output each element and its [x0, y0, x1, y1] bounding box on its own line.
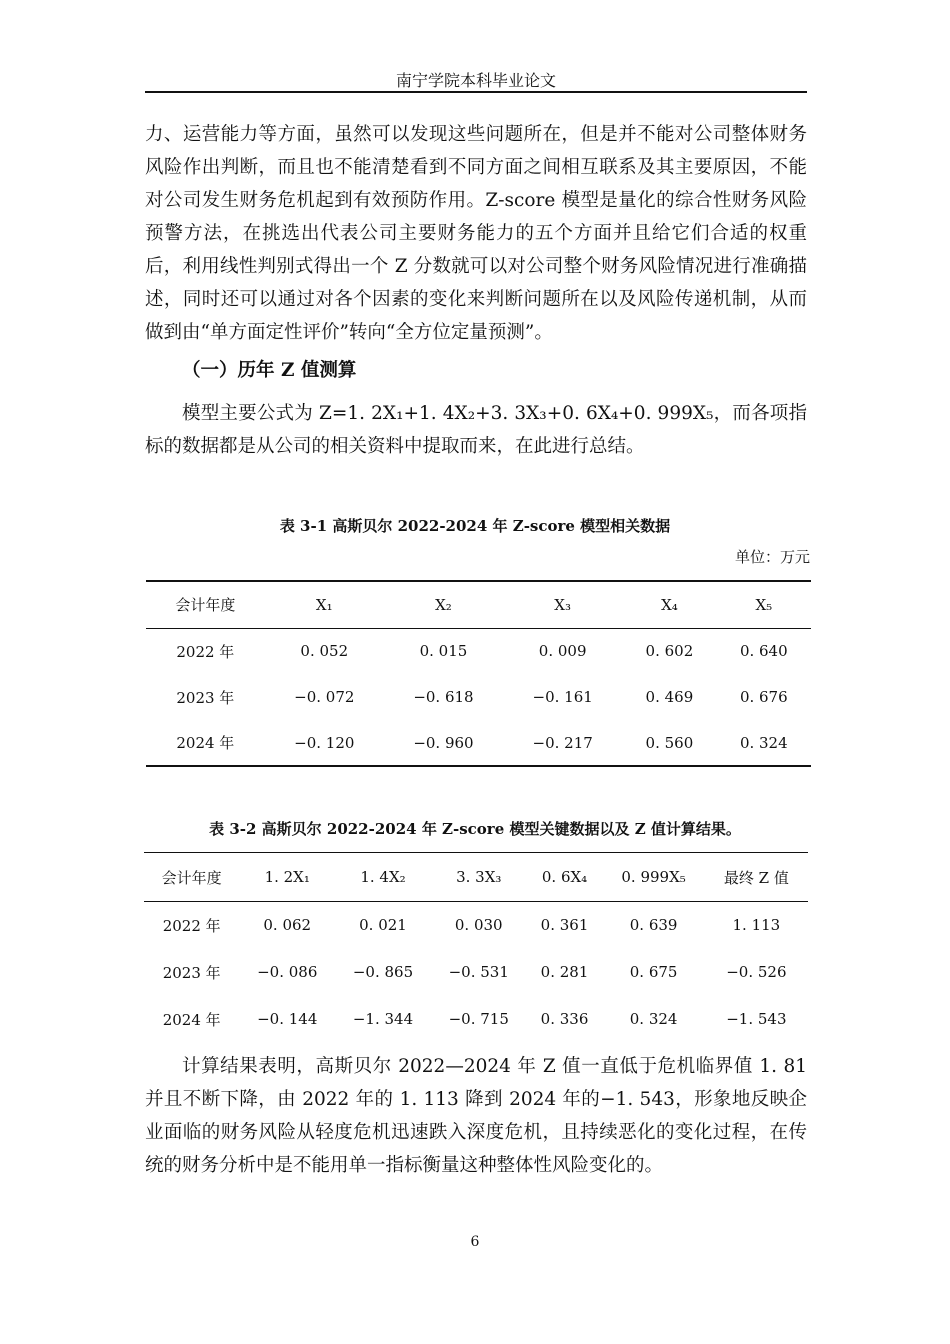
col-header-3-3x3: 3. 3X₃ — [431, 853, 527, 902]
table-cell: −0. 618 — [413, 688, 474, 706]
table1-caption: 表 3-1 高斯贝尔 2022-2024 年 Z-score 模型相关数据 — [279, 517, 671, 535]
table-cell: −0. 531 — [448, 963, 509, 981]
table-cell: −0. 161 — [532, 688, 593, 706]
header-rule — [145, 91, 807, 93]
table-cell: 0. 640 — [739, 642, 788, 661]
table-cell: 0. 009 — [538, 642, 587, 661]
table-cell: −0. 072 — [294, 688, 355, 706]
table-cell: 0. 361 — [540, 916, 589, 935]
table-row — [146, 720, 811, 766]
table-cell: 2022 年 — [162, 916, 221, 935]
table-cell: −0. 715 — [448, 1010, 509, 1028]
table-cell: 0. 676 — [739, 688, 788, 706]
table-cell: 0. 062 — [263, 916, 312, 935]
col-header-0-6x4: 0. 6X₄ — [527, 853, 603, 902]
table-row — [144, 996, 808, 1043]
col-header-x5: X₅ — [717, 581, 811, 628]
table1-unit: 单位：万元 — [734, 548, 810, 566]
table-cell: 0. 281 — [540, 963, 589, 981]
table-cell: 0. 015 — [419, 642, 468, 661]
table-cell: 0. 602 — [645, 642, 694, 661]
page-number: 6 — [470, 1234, 480, 1250]
table-cell: 0. 324 — [739, 733, 788, 752]
table-cell: 0. 324 — [629, 1010, 678, 1028]
table-cell: 0. 336 — [540, 1010, 589, 1028]
table-header-row — [144, 853, 808, 902]
col-header-x4: X₄ — [622, 581, 716, 628]
z-value-calculation-table — [144, 852, 808, 1043]
table-row — [144, 902, 808, 949]
table-cell: 1. 113 — [732, 916, 781, 935]
table2-caption: 表 3-2 高斯贝尔 2022-2024 年 Z-score 模型关键数据以及 Z 值计算结果。 — [209, 820, 741, 838]
col-header-year: 会计年度 — [146, 581, 265, 628]
table-cell: −0. 144 — [257, 1010, 318, 1028]
col-header-1-2x1: 1. 2X₁ — [239, 853, 335, 902]
table-cell: 2024 年 — [162, 1010, 221, 1029]
table-cell: 2022 年 — [176, 642, 235, 661]
col-header-0-999x5: 0. 999X₅ — [602, 853, 704, 902]
table-cell: −0. 120 — [294, 733, 355, 752]
table-cell: 0. 560 — [645, 733, 694, 752]
table-cell: −0. 086 — [257, 963, 318, 981]
table-cell: 2023 年 — [162, 963, 221, 982]
table-cell: 0. 675 — [629, 963, 678, 981]
table-header-row — [146, 581, 811, 628]
body-paragraph-3: 计算结果表明，高斯贝尔 2022—2024 年 Z 值一直低于危机临界值 1. 81 并且不断下降，由 2022 年的 1. 113 降到 2024 年的−1. 543，形象地反映企业面临的财务风险从轻度危机迅速跌入深度危机，且持续恶化的变化过程，在传统的财务分析中是不能用单一指标衡量这种整体性风险变化的。 — [145, 1056, 807, 1176]
table-cell: −0. 526 — [726, 963, 787, 981]
table-row — [144, 949, 808, 996]
table-cell: 0. 052 — [300, 642, 349, 661]
col-header-x1: X₁ — [265, 581, 384, 628]
table-cell: −0. 217 — [532, 733, 593, 752]
body-paragraph-2: 模型主要公式为 Z=1. 2X₁+1. 4X₂+3. 3X₃+0. 6X₄+0. 999X₅，而各项指标的数据都是从公司的相关资料中提取而来，在此进行总结。 — [145, 403, 807, 457]
table-cell: 0. 639 — [629, 916, 678, 935]
table-cell: 0. 021 — [359, 916, 407, 935]
table-row — [146, 628, 811, 674]
table-cell: 0. 469 — [645, 688, 694, 706]
table-cell: 2023 年 — [176, 688, 235, 707]
table-cell: −0. 865 — [352, 963, 414, 981]
col-header-year: 会计年度 — [144, 853, 239, 902]
table-cell: −1. 344 — [352, 1010, 414, 1028]
table-cell: −0. 960 — [413, 733, 474, 752]
table-cell: −1. 543 — [726, 1010, 787, 1028]
body-paragraph-1: 力、运营能力等方面，虽然可以发现这些问题所在，但是并不能对公司整体财务风险作出判断，而且也不能清楚看到不同方面之间相互联系及其主要原因，不能对公司发生财务危机起到有效预防作用。Z-score 模型是量化的综合性财务风险预警方法，在挑选出代表公司主要财务能力的五个方面并且给它们合适的权重后，利用线性判别式得出一个 Z 分数就可以对公司整个财务风险情况进行准确描述，同时还可以通过对各个因素的变化来判断问题所在以及风险传递机制，从而做到由“单方面定性评价”转向“全方位定量预测”。 — [145, 124, 807, 343]
col-header-x2: X₂ — [384, 581, 503, 628]
table-cell: 2024 年 — [176, 734, 235, 752]
running-header: 南宁学院本科毕业论文 — [395, 71, 556, 90]
section-heading: （一）历年 Z 值测算 — [182, 360, 357, 381]
table-row — [146, 674, 811, 720]
col-header-final-z: 最终 Z 值 — [705, 853, 808, 902]
col-header-1-4x2: 1. 4X₂ — [335, 853, 431, 902]
col-header-x3: X₃ — [503, 581, 622, 628]
table-cell: 0. 030 — [454, 916, 503, 935]
z-score-indicator-table — [146, 580, 811, 767]
